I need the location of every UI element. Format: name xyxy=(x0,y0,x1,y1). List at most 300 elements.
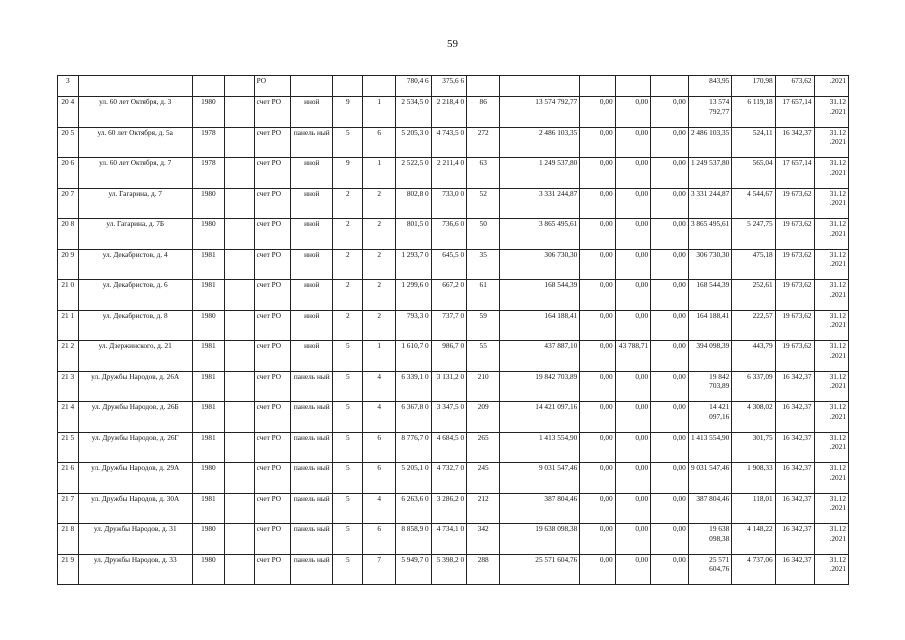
cell-total: 14 421 097,16 xyxy=(688,402,731,433)
cell-date: 31.12 .2021 xyxy=(814,280,848,311)
cell-total: 19 638 098,38 xyxy=(688,524,731,555)
cell-z2: 0,00 xyxy=(615,127,650,158)
cell-wall: иной xyxy=(291,97,333,128)
cell-limit: 16 342,37 xyxy=(775,554,814,585)
table-row xyxy=(58,493,849,524)
cell-address: ул. Декабристов, д. 8 xyxy=(78,310,192,341)
cell-total: 168 544,39 xyxy=(688,280,731,311)
cell-wall: иной xyxy=(291,341,333,372)
cell-entr: 2 xyxy=(363,188,396,219)
cell-res xyxy=(467,76,500,97)
cell-cost: 19 638 098,38 xyxy=(500,524,580,555)
cell-cost: 1 249 537,80 xyxy=(500,158,580,189)
cell-z2: 0,00 xyxy=(615,249,650,280)
cell-fund: счет РО xyxy=(254,97,291,128)
cell-area2: 4 684,5 0 xyxy=(431,432,466,463)
cell-area2: 3 131,2 0 xyxy=(431,371,466,402)
cell-floors xyxy=(333,76,363,97)
cell-year: 1980 xyxy=(192,219,224,250)
cell-date: 31.12 .2021 xyxy=(814,554,848,585)
cell-total: 306 730,30 xyxy=(688,249,731,280)
cell-entr: 7 xyxy=(363,554,396,585)
cell-fund: счет РО xyxy=(254,371,291,402)
table-row xyxy=(58,310,849,341)
cell-total: 2 486 103,35 xyxy=(688,127,731,158)
cell-year: 1978 xyxy=(192,158,224,189)
cell-per_m: 301,75 xyxy=(732,432,775,463)
cell-address: ул. Дружбы Народов, д. 26Б xyxy=(78,402,192,433)
cell-z3: 0,00 xyxy=(651,463,689,494)
cell-year: 1981 xyxy=(192,341,224,372)
cell-num: 20 7 xyxy=(58,188,79,219)
cell-floors: 5 xyxy=(333,554,363,585)
cell-address: ул. Декабристов, д. 6 xyxy=(78,280,192,311)
cell-total: 3 865 495,61 xyxy=(688,219,731,250)
cell-c1 xyxy=(224,76,254,97)
cell-fund: счет РО xyxy=(254,158,291,189)
cell-floors: 9 xyxy=(333,158,363,189)
cell-z1: 0,00 xyxy=(580,524,615,555)
cell-address: ул. Дружбы Народов, д. 30А xyxy=(78,493,192,524)
page-number: 59 xyxy=(447,38,458,50)
cell-res: 209 xyxy=(467,402,500,433)
cell-fund: РО xyxy=(254,76,291,97)
cell-address: ул. Дружбы Народов, д. 31 xyxy=(78,524,192,555)
cell-z1: 0,00 xyxy=(580,158,615,189)
table-row xyxy=(58,127,849,158)
cell-area1: 5 205,1 0 xyxy=(396,463,431,494)
cell-c1 xyxy=(224,249,254,280)
cell-entr: 4 xyxy=(363,493,396,524)
cell-area1: 1 299,6 0 xyxy=(396,280,431,311)
cell-area1: 1 293,7 0 xyxy=(396,249,431,280)
cell-limit: 673,62 xyxy=(775,76,814,97)
cell-cost: 9 031 547,46 xyxy=(500,463,580,494)
cell-z3 xyxy=(651,76,689,97)
cell-per_m: 475,18 xyxy=(732,249,775,280)
cell-res: 35 xyxy=(467,249,500,280)
cell-c1 xyxy=(224,341,254,372)
cell-limit: 19 673,62 xyxy=(775,280,814,311)
cell-address xyxy=(78,76,192,97)
cell-area1: 5 205,3 0 xyxy=(396,127,431,158)
cell-c1 xyxy=(224,310,254,341)
cell-res: 272 xyxy=(467,127,500,158)
cell-entr: 4 xyxy=(363,371,396,402)
cell-fund: счет РО xyxy=(254,524,291,555)
cell-num: 21 2 xyxy=(58,341,79,372)
cell-per_m: 5 247,75 xyxy=(732,219,775,250)
cell-area1: 780,4 6 xyxy=(396,76,431,97)
cell-c1 xyxy=(224,524,254,555)
cell-total: 164 188,41 xyxy=(688,310,731,341)
cell-cost: 25 571 604,76 xyxy=(500,554,580,585)
cell-c1 xyxy=(224,554,254,585)
cell-cost: 14 421 097,16 xyxy=(500,402,580,433)
cell-year xyxy=(192,76,224,97)
cell-fund: счет РО xyxy=(254,554,291,585)
cell-limit: 19 673,62 xyxy=(775,310,814,341)
table-row xyxy=(58,280,849,311)
cell-num: 20 6 xyxy=(58,158,79,189)
cell-wall: панель ный xyxy=(291,402,333,433)
cell-z3: 0,00 xyxy=(651,402,689,433)
cell-fund: счет РО xyxy=(254,463,291,494)
cell-res: 50 xyxy=(467,219,500,250)
cell-year: 1981 xyxy=(192,280,224,311)
table-row-continued xyxy=(58,76,849,97)
cell-c1 xyxy=(224,127,254,158)
cell-z3: 0,00 xyxy=(651,554,689,585)
cell-date: 31.12 .2021 xyxy=(814,524,848,555)
cell-limit: 16 342,37 xyxy=(775,371,814,402)
cell-z3: 0,00 xyxy=(651,219,689,250)
cell-num: 21 8 xyxy=(58,524,79,555)
cell-floors: 2 xyxy=(333,188,363,219)
cell-area1: 793,3 0 xyxy=(396,310,431,341)
cell-fund: счет РО xyxy=(254,402,291,433)
cell-z3: 0,00 xyxy=(651,280,689,311)
cell-c1 xyxy=(224,188,254,219)
cell-wall: панель ный xyxy=(291,432,333,463)
cell-per_m: 524,11 xyxy=(732,127,775,158)
cell-z1: 0,00 xyxy=(580,493,615,524)
table-row xyxy=(58,249,849,280)
cell-per_m: 4 308,02 xyxy=(732,402,775,433)
cell-cost: 3 331 244,87 xyxy=(500,188,580,219)
cell-limit: 16 342,37 xyxy=(775,493,814,524)
cell-area2: 2 218,4 0 xyxy=(431,97,466,128)
table-row xyxy=(58,463,849,494)
cell-z1: 0,00 xyxy=(580,219,615,250)
cell-num: 21 3 xyxy=(58,371,79,402)
cell-z3: 0,00 xyxy=(651,188,689,219)
cell-num: 21 5 xyxy=(58,432,79,463)
cell-area1: 6 339,1 0 xyxy=(396,371,431,402)
cell-total: 1 413 554,90 xyxy=(688,432,731,463)
cell-res: 245 xyxy=(467,463,500,494)
cell-z3: 0,00 xyxy=(651,97,689,128)
cell-c1 xyxy=(224,402,254,433)
cell-num: 20 8 xyxy=(58,219,79,250)
cell-res: 265 xyxy=(467,432,500,463)
cell-wall: иной xyxy=(291,280,333,311)
cell-total: 9 031 547,46 xyxy=(688,463,731,494)
cell-limit: 16 342,37 xyxy=(775,463,814,494)
cell-area2: 986,7 0 xyxy=(431,341,466,372)
cell-total: 19 842 703,89 xyxy=(688,371,731,402)
cell-res: 55 xyxy=(467,341,500,372)
cell-cost: 164 188,41 xyxy=(500,310,580,341)
cell-area2: 733,0 0 xyxy=(431,188,466,219)
cell-z3: 0,00 xyxy=(651,341,689,372)
cell-num: 21 4 xyxy=(58,402,79,433)
cell-z1 xyxy=(580,76,615,97)
cell-per_m: 1 908,33 xyxy=(732,463,775,494)
cell-num: 21 6 xyxy=(58,463,79,494)
cell-z3: 0,00 xyxy=(651,249,689,280)
cell-cost: 306 730,30 xyxy=(500,249,580,280)
cell-area2: 737,7 0 xyxy=(431,310,466,341)
cell-total: 25 571 604,76 xyxy=(688,554,731,585)
cell-per_m: 252,61 xyxy=(732,280,775,311)
cell-floors: 2 xyxy=(333,249,363,280)
cell-z1: 0,00 xyxy=(580,188,615,219)
cell-cost: 437 887,10 xyxy=(500,341,580,372)
cell-area1: 6 367,8 0 xyxy=(396,402,431,433)
table-row xyxy=(58,524,849,555)
cell-date: 31.12 .2021 xyxy=(814,371,848,402)
cell-entr: 1 xyxy=(363,158,396,189)
cell-address: ул. Гагарина, д. 7 xyxy=(78,188,192,219)
cell-floors: 5 xyxy=(333,432,363,463)
cell-total: 843,95 xyxy=(688,76,731,97)
cell-area1: 802,8 0 xyxy=(396,188,431,219)
cell-area2: 645,5 0 xyxy=(431,249,466,280)
cell-year: 1980 xyxy=(192,188,224,219)
cell-res: 288 xyxy=(467,554,500,585)
cell-num: 20 9 xyxy=(58,249,79,280)
cell-area1: 2 522,5 0 xyxy=(396,158,431,189)
cell-address: ул. Дружбы Народов, д. 26А xyxy=(78,371,192,402)
cell-cost: 168 544,39 xyxy=(500,280,580,311)
cell-date: 31.12 .2021 xyxy=(814,97,848,128)
cell-z3: 0,00 xyxy=(651,371,689,402)
cell-z1: 0,00 xyxy=(580,310,615,341)
cell-cost: 1 413 554,90 xyxy=(500,432,580,463)
cell-z1: 0,00 xyxy=(580,402,615,433)
cell-z3: 0,00 xyxy=(651,524,689,555)
cell-area2: 736,6 0 xyxy=(431,219,466,250)
table-row xyxy=(58,402,849,433)
cell-entr: 6 xyxy=(363,463,396,494)
cell-floors: 2 xyxy=(333,219,363,250)
table-row xyxy=(58,554,849,585)
cell-z3: 0,00 xyxy=(651,310,689,341)
cell-year: 1980 xyxy=(192,97,224,128)
cell-address: ул. Гагарина, д. 7Б xyxy=(78,219,192,250)
cell-entr: 1 xyxy=(363,97,396,128)
table-row xyxy=(58,371,849,402)
cell-entr: 6 xyxy=(363,432,396,463)
cell-z1: 0,00 xyxy=(580,97,615,128)
cell-per_m: 222,57 xyxy=(732,310,775,341)
cell-year: 1978 xyxy=(192,127,224,158)
cell-area2: 4 732,7 0 xyxy=(431,463,466,494)
cell-limit: 19 673,62 xyxy=(775,249,814,280)
cell-fund: счет РО xyxy=(254,280,291,311)
cell-floors: 5 xyxy=(333,371,363,402)
cell-wall: панель ный xyxy=(291,554,333,585)
cell-z1: 0,00 xyxy=(580,432,615,463)
cell-z2: 0,00 xyxy=(615,554,650,585)
cell-area2: 4 734,1 0 xyxy=(431,524,466,555)
cell-z2: 0,00 xyxy=(615,524,650,555)
cell-cost: 387 804,46 xyxy=(500,493,580,524)
cell-year: 1980 xyxy=(192,524,224,555)
housing-program-table xyxy=(57,75,849,585)
cell-cost: 13 574 792,77 xyxy=(500,97,580,128)
cell-num: 21 9 xyxy=(58,554,79,585)
cell-per_m: 6 119,18 xyxy=(732,97,775,128)
cell-entr: 2 xyxy=(363,310,396,341)
cell-z2: 0,00 xyxy=(615,219,650,250)
cell-c1 xyxy=(224,97,254,128)
cell-wall: иной xyxy=(291,188,333,219)
cell-fund: счет РО xyxy=(254,219,291,250)
cell-z2: 0,00 xyxy=(615,371,650,402)
cell-date: 31.12 .2021 xyxy=(814,127,848,158)
cell-address: ул. Дзержинского, д. 21 xyxy=(78,341,192,372)
cell-c1 xyxy=(224,158,254,189)
cell-date: 31.12 .2021 xyxy=(814,188,848,219)
cell-wall: иной xyxy=(291,158,333,189)
cell-area2: 4 743,5 0 xyxy=(431,127,466,158)
cell-floors: 5 xyxy=(333,402,363,433)
cell-wall: иной xyxy=(291,249,333,280)
cell-wall: панель ный xyxy=(291,493,333,524)
cell-address: ул. 60 лет Октября, д. 7 xyxy=(78,158,192,189)
cell-limit: 19 673,62 xyxy=(775,188,814,219)
table-row xyxy=(58,158,849,189)
cell-wall: иной xyxy=(291,219,333,250)
cell-wall: иной xyxy=(291,310,333,341)
cell-fund: счет РО xyxy=(254,432,291,463)
cell-c1 xyxy=(224,371,254,402)
cell-area1: 1 610,7 0 xyxy=(396,341,431,372)
cell-limit: 16 342,37 xyxy=(775,432,814,463)
cell-num: 21 0 xyxy=(58,280,79,311)
cell-res: 342 xyxy=(467,524,500,555)
table-row xyxy=(58,97,849,128)
table-row xyxy=(58,219,849,250)
cell-date: 31.12 .2021 xyxy=(814,249,848,280)
cell-cost: 19 842 703,89 xyxy=(500,371,580,402)
cell-entr: 4 xyxy=(363,402,396,433)
cell-total: 1 249 537,80 xyxy=(688,158,731,189)
cell-wall: панель ный xyxy=(291,371,333,402)
cell-entr: 2 xyxy=(363,249,396,280)
cell-num: 3 xyxy=(58,76,79,97)
cell-limit: 19 673,62 xyxy=(775,341,814,372)
cell-date: 31.12 .2021 xyxy=(814,158,848,189)
cell-address: ул. 60 лет Октября, д. 3 xyxy=(78,97,192,128)
cell-date: 31.12 .2021 xyxy=(814,310,848,341)
cell-z2: 43 788,71 xyxy=(615,341,650,372)
cell-wall: панель ный xyxy=(291,524,333,555)
cell-z1: 0,00 xyxy=(580,127,615,158)
cell-z1: 0,00 xyxy=(580,249,615,280)
cell-num: 21 1 xyxy=(58,310,79,341)
cell-floors: 9 xyxy=(333,97,363,128)
cell-z2: 0,00 xyxy=(615,493,650,524)
cell-entr: 2 xyxy=(363,280,396,311)
cell-z2: 0,00 xyxy=(615,97,650,128)
cell-res: 59 xyxy=(467,310,500,341)
cell-cost xyxy=(500,76,580,97)
cell-address: ул. Декабристов, д. 4 xyxy=(78,249,192,280)
cell-date: 31.12 .2021 xyxy=(814,432,848,463)
cell-z1: 0,00 xyxy=(580,554,615,585)
cell-area1: 6 263,6 0 xyxy=(396,493,431,524)
cell-per_m: 4 737,06 xyxy=(732,554,775,585)
cell-z2: 0,00 xyxy=(615,310,650,341)
cell-entr: 1 xyxy=(363,341,396,372)
table-row xyxy=(58,432,849,463)
cell-per_m: 118,01 xyxy=(732,493,775,524)
cell-per_m: 4 148,22 xyxy=(732,524,775,555)
cell-z2: 0,00 xyxy=(615,402,650,433)
cell-floors: 5 xyxy=(333,524,363,555)
cell-fund: счет РО xyxy=(254,188,291,219)
cell-z1: 0,00 xyxy=(580,341,615,372)
cell-entr xyxy=(363,76,396,97)
cell-date: 31.12 .2021 xyxy=(814,402,848,433)
cell-wall xyxy=(291,76,333,97)
cell-address: ул. Дружбы Народов, д. 29А xyxy=(78,463,192,494)
cell-fund: счет РО xyxy=(254,310,291,341)
cell-year: 1981 xyxy=(192,371,224,402)
cell-area2: 2 211,4 0 xyxy=(431,158,466,189)
cell-area2: 3 286,2 0 xyxy=(431,493,466,524)
cell-total: 394 098,39 xyxy=(688,341,731,372)
cell-per_m: 4 544,67 xyxy=(732,188,775,219)
cell-date: 31.12 .2021 xyxy=(814,463,848,494)
cell-num: 20 5 xyxy=(58,127,79,158)
cell-date: .2021 xyxy=(814,76,848,97)
cell-z3: 0,00 xyxy=(651,127,689,158)
cell-res: 86 xyxy=(467,97,500,128)
cell-date: 31.12 .2021 xyxy=(814,341,848,372)
cell-limit: 17 657,14 xyxy=(775,158,814,189)
cell-address: ул. Дружбы Народов, д. 26Г xyxy=(78,432,192,463)
cell-total: 3 331 244,87 xyxy=(688,188,731,219)
cell-per_m: 565,04 xyxy=(732,158,775,189)
cell-entr: 2 xyxy=(363,219,396,250)
cell-year: 1981 xyxy=(192,402,224,433)
cell-wall: панель ный xyxy=(291,127,333,158)
cell-floors: 5 xyxy=(333,493,363,524)
cell-floors: 5 xyxy=(333,341,363,372)
cell-entr: 6 xyxy=(363,524,396,555)
cell-z1: 0,00 xyxy=(580,280,615,311)
cell-year: 1981 xyxy=(192,493,224,524)
cell-c1 xyxy=(224,219,254,250)
cell-per_m: 170,98 xyxy=(732,76,775,97)
cell-area2: 5 398,2 0 xyxy=(431,554,466,585)
cell-area1: 8 858,9 0 xyxy=(396,524,431,555)
cell-z3: 0,00 xyxy=(651,493,689,524)
cell-z3: 0,00 xyxy=(651,432,689,463)
cell-year: 1980 xyxy=(192,463,224,494)
cell-area1: 5 949,7 0 xyxy=(396,554,431,585)
cell-total: 13 574 792,77 xyxy=(688,97,731,128)
cell-floors: 2 xyxy=(333,310,363,341)
cell-area2: 667,2 0 xyxy=(431,280,466,311)
cell-z2: 0,00 xyxy=(615,280,650,311)
cell-z2 xyxy=(615,76,650,97)
cell-entr: 6 xyxy=(363,127,396,158)
cell-year: 1981 xyxy=(192,249,224,280)
cell-z1: 0,00 xyxy=(580,463,615,494)
table-row xyxy=(58,188,849,219)
cell-num: 21 7 xyxy=(58,493,79,524)
cell-c1 xyxy=(224,493,254,524)
cell-wall: панель ный xyxy=(291,463,333,494)
cell-limit: 16 342,37 xyxy=(775,127,814,158)
cell-limit: 19 673,62 xyxy=(775,219,814,250)
cell-fund: счет РО xyxy=(254,249,291,280)
